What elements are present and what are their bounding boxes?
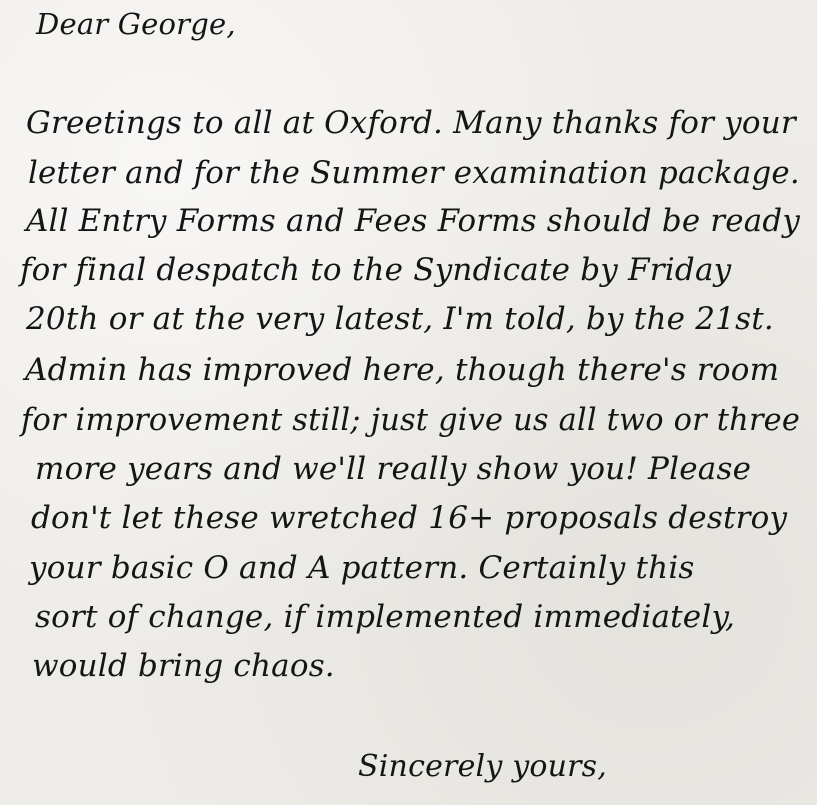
letter-line: sort of change, if implemented immediately,: [35, 599, 736, 635]
letter-line: would bring chaos.: [32, 648, 335, 684]
letter-line: your basic O and A pattern. Certainly this: [29, 550, 695, 586]
letter-line: 20th or at the very latest, I'm told, by the 21st.: [26, 301, 774, 337]
letter-line: more years and we'll really show you! Please: [35, 451, 752, 487]
letter-line: All Entry Forms and Fees Forms should be ready: [26, 203, 800, 239]
letter-line: for final despatch to the Syndicate by Friday: [20, 252, 732, 288]
salutation: Dear George,: [36, 7, 236, 41]
letter-line: letter and for the Summer examination package.: [28, 155, 800, 191]
letter-line: Greetings to all at Oxford. Many thanks for your: [26, 105, 796, 141]
closing: Sincerely yours,: [358, 749, 608, 784]
letter-line: for improvement still; just give us all two or three: [21, 402, 801, 438]
letter-line: Admin has improved here, though there's room: [25, 352, 780, 388]
letter-line: don't let these wretched 16+ proposals destroy: [31, 500, 788, 536]
